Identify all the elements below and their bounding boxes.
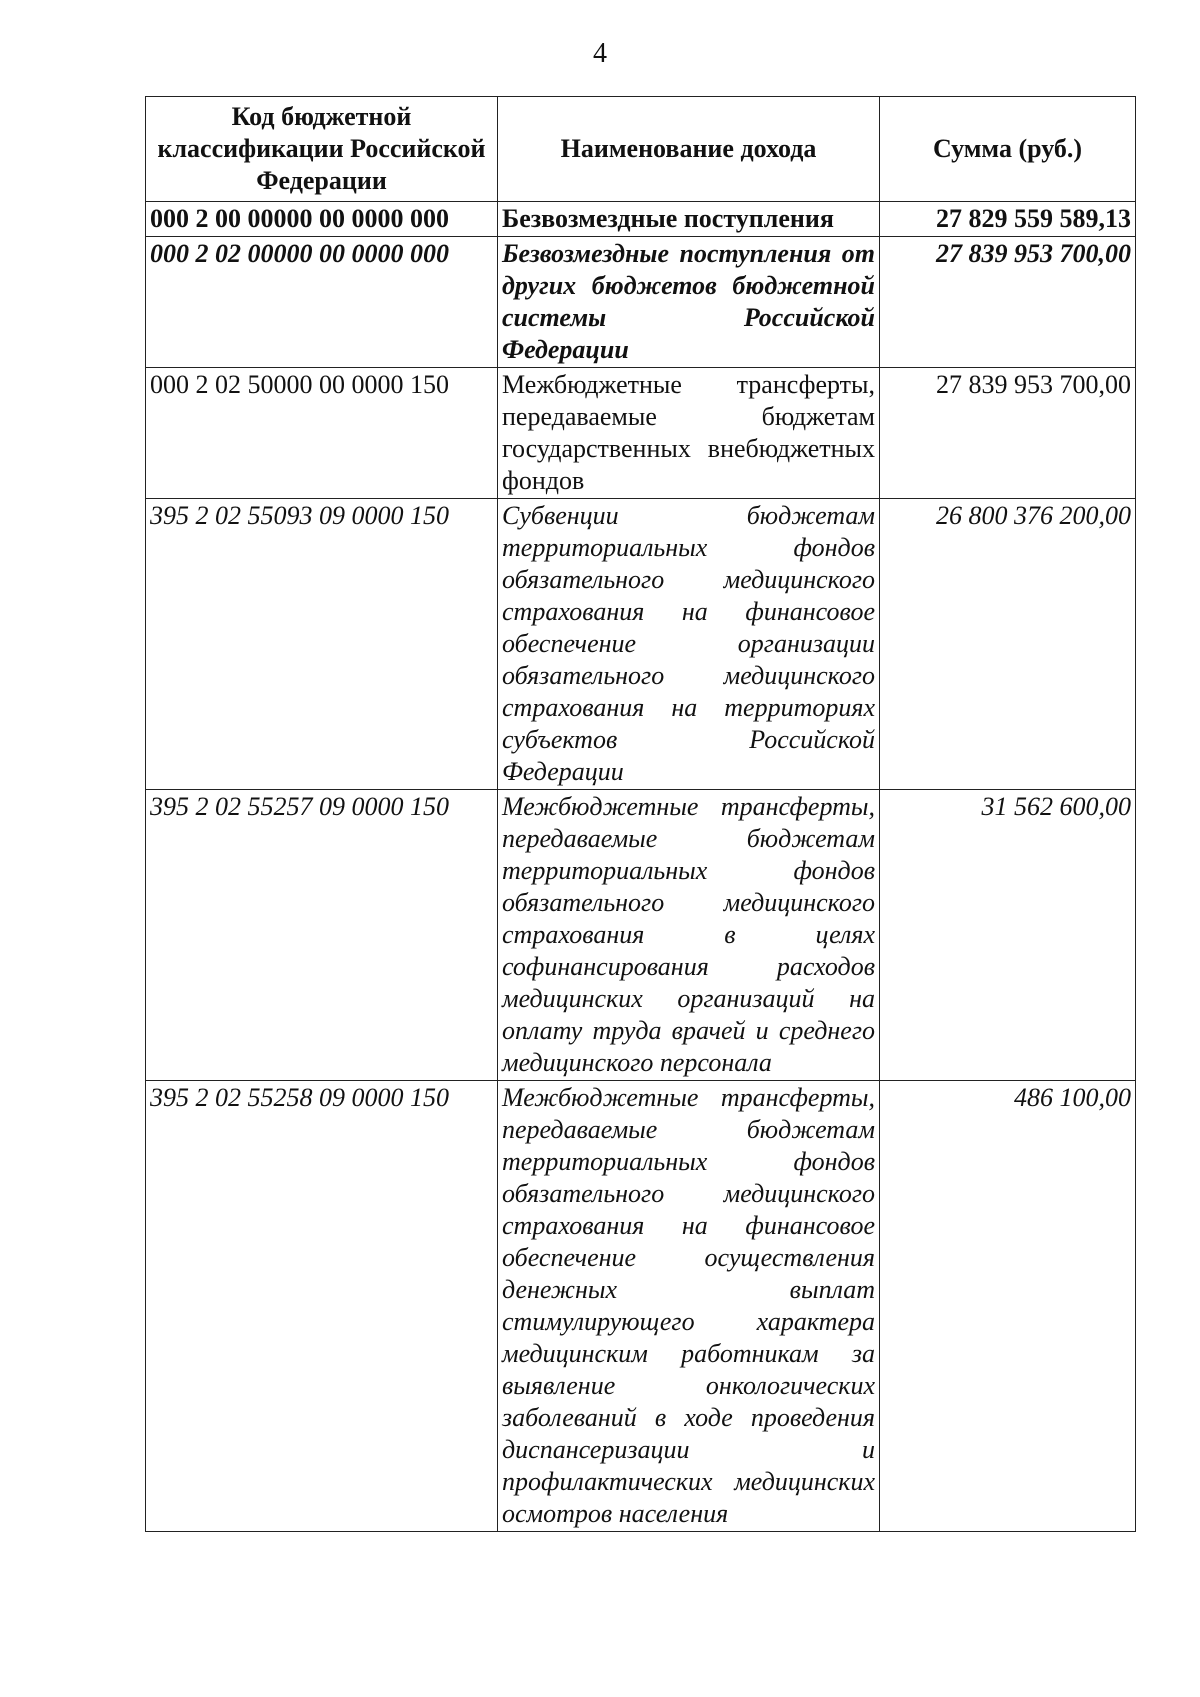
row-code: 395 2 02 55257 09 0000 150 [146, 790, 498, 1081]
row-code: 000 2 02 00000 00 0000 000 [146, 237, 498, 368]
row-name: Межбюджетные трансферты, передаваемые бюджетам территориальных фондов обязательного медицинского страхования на финансовое обеспечение осуществления денежных выплат стимулирующего характера медицинским работникам за выявление онкологических заболеваний в ходе проведения диспансеризации и профилактических медицинских осмотров населения [498, 1081, 880, 1532]
revenue-table [145, 96, 1136, 1532]
row-name: Межбюджетные трансферты, передаваемые бюджетам территориальных фондов обязательного медицинского страхования в целях софинансирования расходов медицинских организаций на оплату труда врачей и среднего медицинского персонала [498, 790, 880, 1081]
table-row [146, 237, 1136, 368]
header-sum: Сумма (руб.) [880, 97, 1136, 202]
header-name: Наименование дохода [498, 97, 880, 202]
row-name: Межбюджетные трансферты, передаваемые бюджетам государственных внебюджетных фондов [498, 368, 880, 499]
row-code: 000 2 00 00000 00 0000 000 [146, 202, 498, 237]
table-row [146, 368, 1136, 499]
row-sum: 27 839 953 700,00 [880, 237, 1136, 368]
table-row [146, 499, 1136, 790]
row-code: 000 2 02 50000 00 0000 150 [146, 368, 498, 499]
page-number: 4 [593, 38, 607, 69]
row-code: 395 2 02 55093 09 0000 150 [146, 499, 498, 790]
table-row [146, 202, 1136, 237]
row-code: 395 2 02 55258 09 0000 150 [146, 1081, 498, 1532]
row-sum: 31 562 600,00 [880, 790, 1136, 1081]
row-sum: 27 829 559 589,13 [880, 202, 1136, 237]
header-code: Код бюджетной классификации Российской Федерации [146, 97, 498, 202]
row-name: Безвозмездные поступления [498, 202, 880, 237]
table-row [146, 790, 1136, 1081]
row-sum: 26 800 376 200,00 [880, 499, 1136, 790]
table-row [146, 1081, 1136, 1532]
row-name: Безвозмездные поступления от других бюджетов бюджетной системы Российской Федерации [498, 237, 880, 368]
row-sum: 486 100,00 [880, 1081, 1136, 1532]
table-header-row [146, 97, 1136, 202]
row-sum: 27 839 953 700,00 [880, 368, 1136, 499]
row-name: Субвенции бюджетам территориальных фондов обязательного медицинского страхования на финансовое обеспечение организации обязательного медицинского страхования на территориях субъектов Российской Федерации [498, 499, 880, 790]
